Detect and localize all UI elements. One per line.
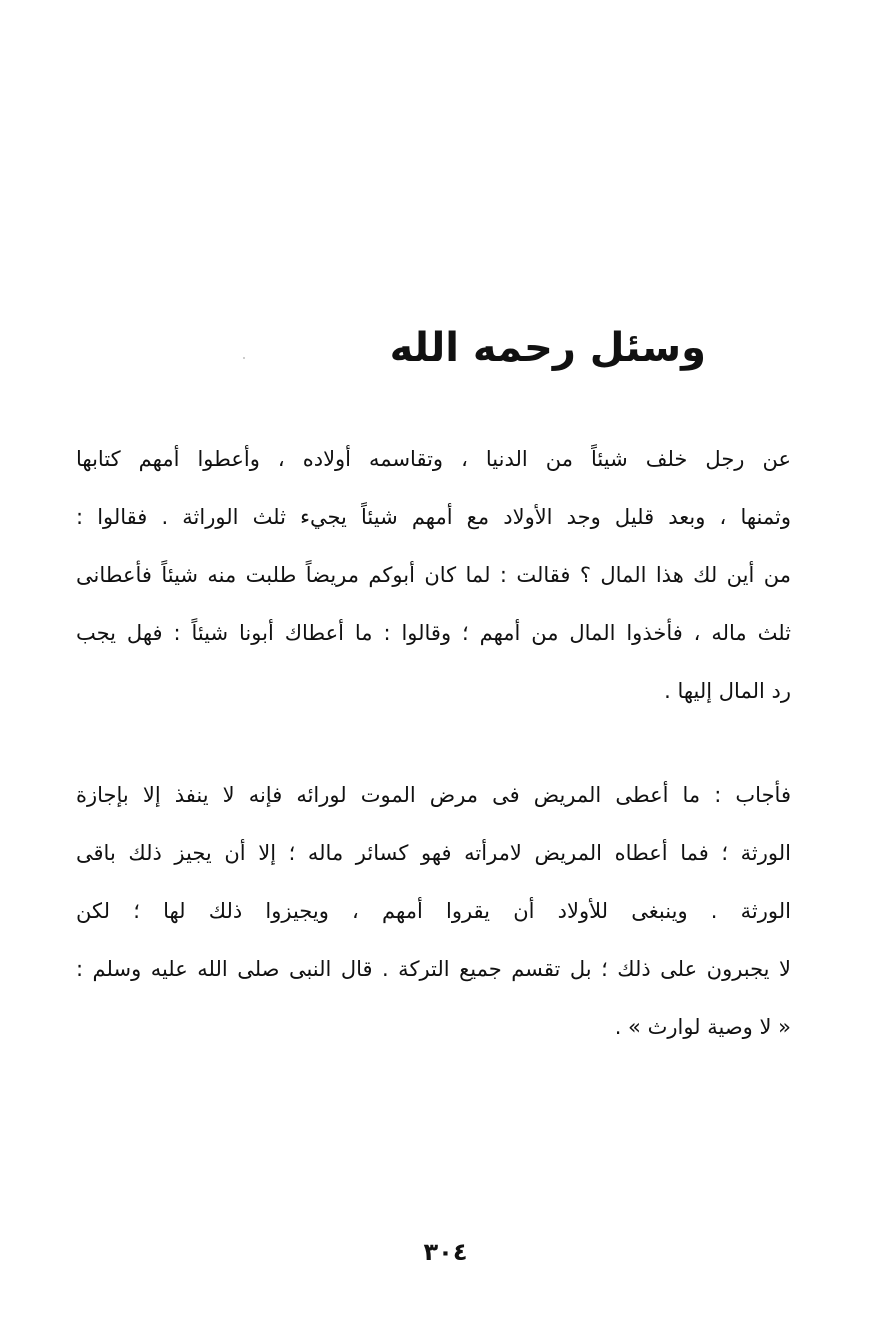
- answer-line-5: « لا وصية لوارث » .: [614, 1015, 791, 1039]
- section-heading: وسئل رحمه الله: [389, 325, 706, 371]
- question-line-1: عن رجل خلف شيئاً من الدنيا ، وتقاسمه أولاده ، وأعطوا أمهم كتابها: [76, 447, 791, 471]
- question-paragraph: [76, 430, 791, 720]
- answer-paragraph: [76, 766, 791, 1056]
- answer-line-4: لا يجبرون على ذلك ؛ بل تقسم جميع التركة . قال النبى صلى الله عليه وسلم :: [76, 957, 791, 981]
- question-line-3: من أين لك هذا المال ؟ فقالت : لما كان أبوكم مريضاً طلبت منه شيئاً فأعطانى: [76, 563, 791, 587]
- question-line-2: وثمنها ، وبعد قليل وجد الأولاد مع أمهم شيئاً يجيء ثلث الوراثة . فقالوا :: [76, 505, 791, 529]
- scan-speck: [243, 357, 245, 359]
- question-line-4: ثلث ماله ، فأخذوا المال من أمهم ؛ وقالوا : ما أعطاك أبونا شيئاً : فهل يجب: [76, 621, 791, 645]
- question-line-5: رد المال إليها .: [664, 679, 791, 703]
- answer-line-3: الورثة . وينبغى للأولاد أن يقروا أمهم ، ويجيزوا ذلك لها ؛ لكن: [76, 899, 791, 923]
- answer-line-2: الورثة ؛ فما أعطاه المريض لامرأته فهو كسائر ماله ؛ إلا أن يجيز ذلك باقى: [76, 841, 791, 865]
- page-number: ٣٠٤: [423, 1238, 468, 1266]
- answer-line-1: فأجاب : ما أعطى المريض فى مرض الموت لورائه فإنه لا ينفذ إلا بإجازة: [76, 783, 791, 807]
